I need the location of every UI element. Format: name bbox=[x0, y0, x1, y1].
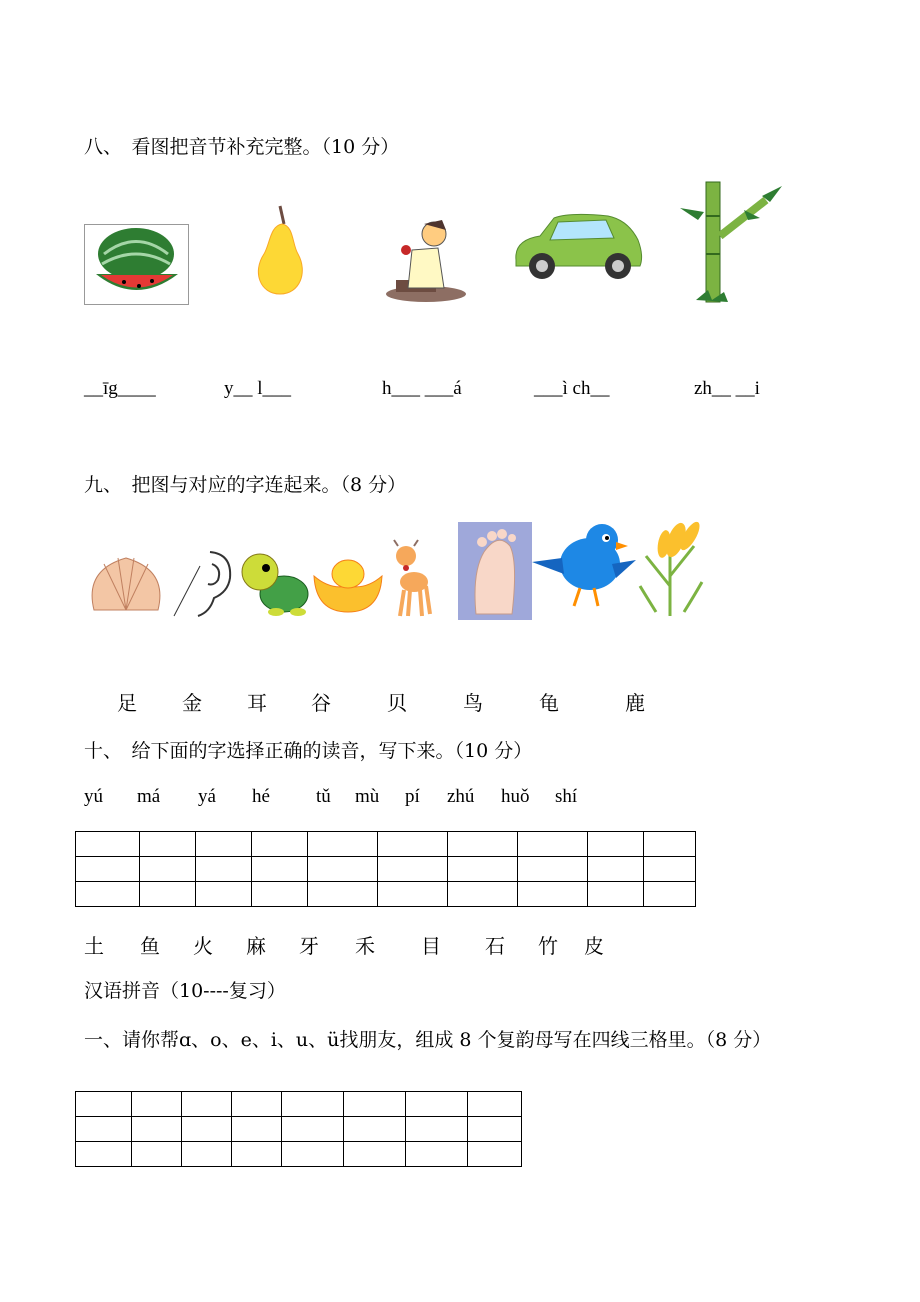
blank-car: ___ì ch__ bbox=[534, 378, 610, 399]
blank-bamboo: zh__ __i bbox=[694, 378, 760, 399]
writing-grid-10[interactable] bbox=[75, 831, 696, 907]
shell-image bbox=[84, 550, 168, 620]
writing-grid-review[interactable] bbox=[75, 1091, 522, 1167]
bamboo-image bbox=[674, 176, 784, 304]
review-question: 一、请你帮ɑ、o、e、i、u、ü找朋友，组成 8 个复韵母写在四线三格里。（8 分） bbox=[84, 1029, 772, 1051]
char-ear: 耳 bbox=[247, 691, 267, 715]
gold-ingot-image bbox=[310, 550, 386, 616]
pinyin-tu: tǔ bbox=[316, 786, 331, 807]
char-mu: 目 bbox=[421, 934, 441, 958]
pinyin-mu: mù bbox=[355, 786, 380, 807]
blank-watermelon: __īg____ bbox=[84, 378, 156, 399]
blank-pear: y__ l___ bbox=[224, 378, 292, 399]
pear-image bbox=[246, 204, 310, 296]
pinyin-zhu: zhú bbox=[447, 786, 475, 807]
turtle-image bbox=[236, 548, 312, 618]
ear-image bbox=[170, 546, 236, 620]
char-gold: 金 bbox=[182, 691, 202, 715]
pinyin-yu: yú bbox=[84, 786, 103, 807]
pinyin-huo: huǒ bbox=[501, 786, 530, 807]
char-deer: 鹿 bbox=[625, 691, 645, 715]
char-tu: 土 bbox=[84, 934, 104, 958]
pinyin-he: hé bbox=[252, 786, 270, 807]
char-ma: 麻 bbox=[246, 934, 266, 958]
char-bird: 鸟 bbox=[463, 691, 483, 715]
section8-title: 八、 看图把音节补充完整。（10 分） bbox=[84, 136, 400, 158]
char-grain: 谷 bbox=[311, 691, 331, 715]
pinyin-ya: yá bbox=[198, 786, 216, 807]
char-ya: 牙 bbox=[299, 934, 319, 958]
section10-title: 十、 给下面的字选择正确的读音，写下来。（10 分） bbox=[84, 740, 533, 762]
deer-image bbox=[384, 540, 436, 620]
pinyin-ma: má bbox=[137, 786, 161, 807]
grain-image bbox=[636, 516, 706, 620]
char-zhu: 竹 bbox=[538, 934, 558, 958]
blank-eating: h___ ___á bbox=[382, 378, 462, 399]
char-shell: 贝 bbox=[387, 691, 407, 715]
char-he: 禾 bbox=[355, 934, 375, 958]
pinyin-shi: shí bbox=[555, 786, 578, 807]
char-foot: 足 bbox=[117, 691, 137, 715]
bird-image bbox=[532, 514, 638, 614]
section9-title: 九、 把图与对应的字连起来。（8 分） bbox=[84, 474, 407, 496]
char-huo: 火 bbox=[193, 934, 213, 958]
foot-image bbox=[458, 522, 532, 620]
char-pi: 皮 bbox=[584, 934, 604, 958]
person-eating-image bbox=[382, 210, 470, 304]
pinyin-pi: pí bbox=[405, 786, 420, 807]
char-yu: 鱼 bbox=[140, 934, 160, 958]
char-turtle: 龟 bbox=[539, 691, 559, 715]
review-heading: 汉语拼音（10----复习） bbox=[84, 980, 286, 1002]
watermelon-image bbox=[84, 224, 190, 306]
char-shi: 石 bbox=[485, 934, 505, 958]
car-image bbox=[510, 210, 646, 282]
